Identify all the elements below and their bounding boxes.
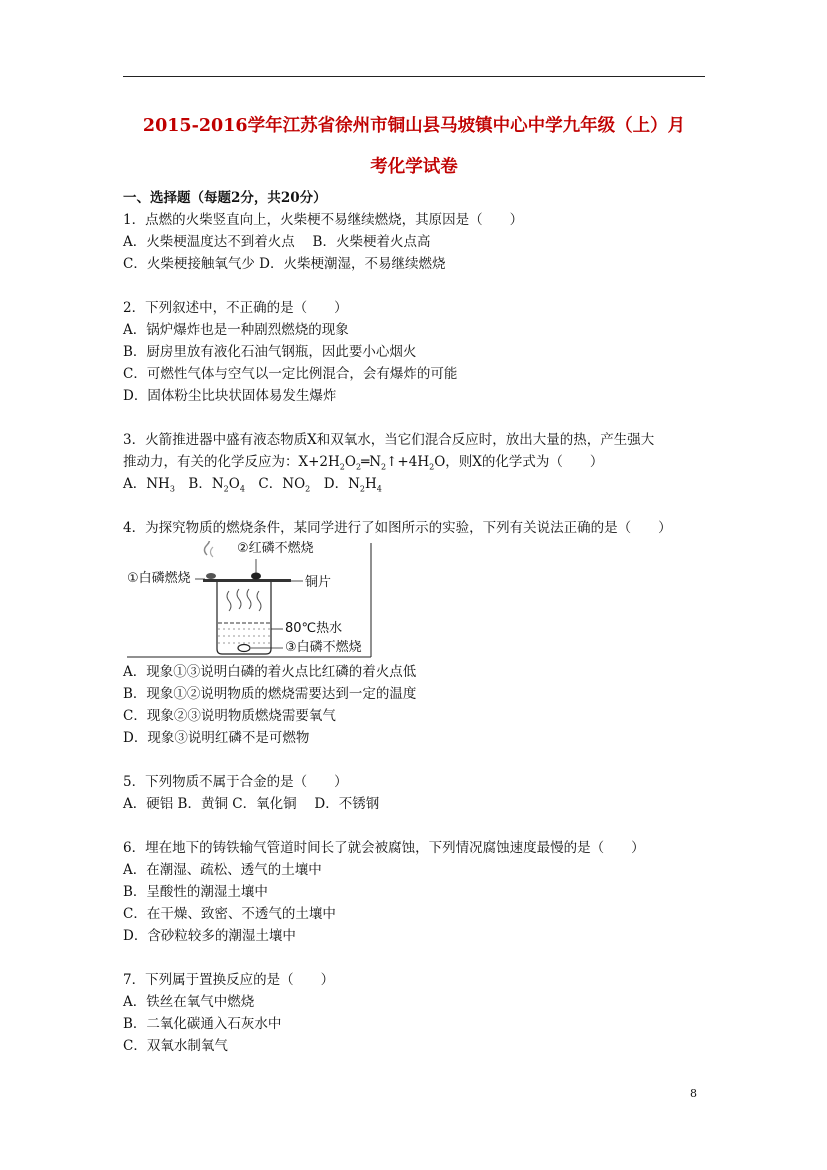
q2-option-b: B．厨房里放有液化石油气钢瓶，因此要小心烟火	[123, 344, 417, 360]
combustion-experiment-diagram	[125, 541, 373, 659]
steam-1	[227, 591, 231, 611]
q2-option-a: A．锅炉爆炸也是一种剧烈燃烧的现象	[123, 322, 349, 338]
q7-option-c: C．双氧水制氧气	[123, 1038, 228, 1054]
q4-option-c: C．现象②③说明物质燃烧需要氧气	[123, 708, 336, 724]
q2-option-c: C．可燃性气体与空气以一定比例混合，会有爆炸的可能	[123, 366, 458, 382]
section-heading: 一、选择题（每题2分，共20分）	[123, 190, 327, 206]
steam-2	[237, 589, 241, 609]
exam-content	[123, 187, 713, 1057]
q6-option-c: C．在干燥、致密、不透气的土壤中	[123, 906, 336, 922]
q1-options-ab: A．火柴梗温度达不到着火点 B．火柴梗着火点高	[123, 234, 431, 250]
smoke-wisp-2	[211, 547, 214, 557]
q3-stem-line1: 3．火箭推进器中盛有液态物质X和双氧水，当它们混合反应时，放出大量的热，产生强大	[123, 432, 655, 448]
label-white-phosphorus-not-burning: ③白磷不燃烧	[285, 640, 362, 655]
q6-stem: 6．埋在地下的铸铁输气管道时间长了就会被腐蚀，下列情况腐蚀速度最慢的是（ ）	[123, 840, 645, 856]
q7-option-a: A．铁丝在氧气中燃烧	[123, 994, 255, 1010]
q6-option-d: D．含砂粒较多的潮湿土壤中	[123, 928, 296, 944]
white-phosphorus-on-plate	[206, 573, 216, 579]
label-red-phosphorus: ②红磷不燃烧	[237, 541, 314, 556]
q4-option-a: A．现象①③说明白磷的着火点比红磷的着火点低	[123, 664, 417, 680]
q2-option-d: D．固体粉尘比块状固体易发生爆炸	[123, 388, 337, 404]
q4-option-b: B．现象①②说明物质的燃烧需要达到一定的温度	[123, 686, 417, 702]
header-rule	[123, 76, 705, 77]
q1-options-cd: C．火柴梗接触氧气少 D．火柴梗潮湿，不易继续燃烧	[123, 256, 446, 272]
copper-plate	[203, 579, 291, 582]
q7-option-b: B．二氧化碳通入石灰水中	[123, 1016, 282, 1032]
q5-stem: 5．下列物质不属于合金的是（ ）	[123, 774, 348, 790]
q7-stem: 7．下列属于置换反应的是（ ）	[123, 972, 335, 988]
smoke-wisp	[205, 541, 210, 555]
q2-stem: 2．下列叙述中，不正确的是（ ）	[123, 300, 348, 316]
q3-options: A．$NH_3$ B．$N_2O_4$ C．$NO_2$ D．$N_2H_4$	[123, 476, 382, 494]
q4-option-d: D．现象③说明红磷不是可燃物	[123, 730, 310, 746]
q5-options: A．硬铝 B．黄铜 C．氧化铜 D．不锈钢	[123, 796, 380, 812]
q6-option-a: A．在潮湿、疏松、透气的土壤中	[123, 862, 322, 878]
red-phosphorus	[251, 573, 261, 580]
label-copper-plate: 铜片	[305, 575, 332, 590]
label-white-phosphorus-burning: ①白磷燃烧	[127, 571, 191, 586]
q6-option-b: B．呈酸性的潮湿土壤中	[123, 884, 268, 900]
q1-stem: 1．点燃的火柴竖直向上，火柴梗不易继续燃烧，其原因是（ ）	[123, 212, 524, 228]
white-phosphorus-in-water	[238, 645, 250, 652]
q4-stem: 4．为探究物质的燃烧条件，某同学进行了如图所示的实验，下列有关说法正确的是（ ）	[123, 520, 672, 536]
label-hot-water: 80℃热水	[285, 621, 343, 636]
exam-title-line1: 2015-2016学年江苏省徐州市铜山县马坡镇中心中学九年级（上）月	[142, 116, 686, 136]
steam-3	[247, 589, 251, 609]
q3-stem-line2: 推动力，有关的化学反应为：$X+2H_2O_2═N_2↑+4H_2O$，则X的化学式为（ ）	[123, 454, 604, 472]
steam-4	[257, 591, 261, 611]
exam-title-line2: 考化学试卷	[370, 157, 458, 177]
page-number: 8	[690, 1087, 697, 1100]
